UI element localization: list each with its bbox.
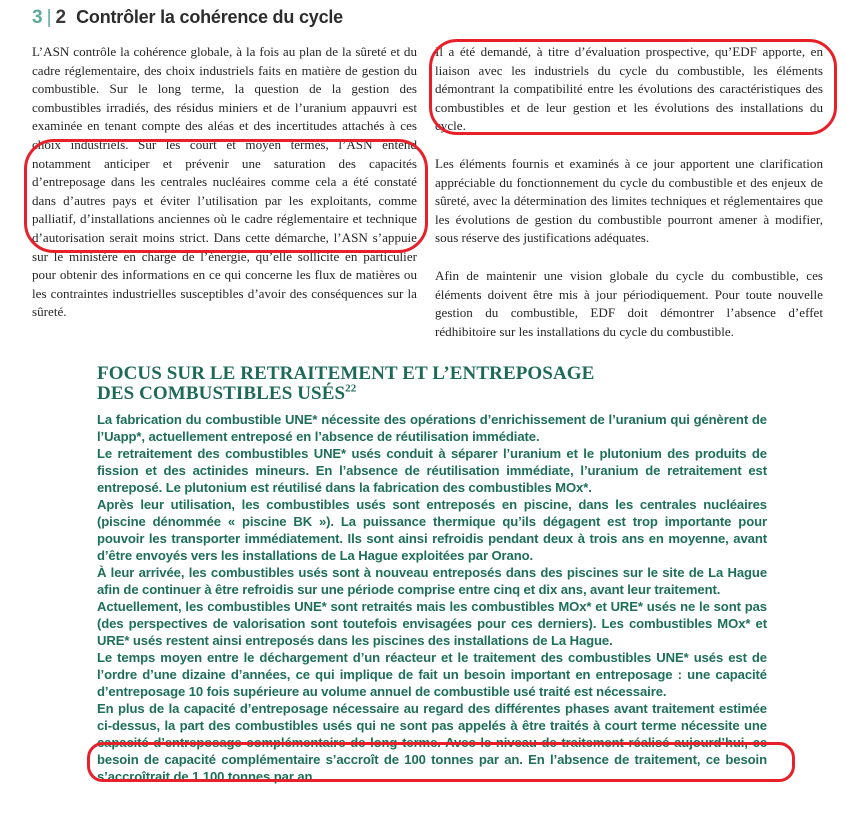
section-number: 2 (55, 7, 67, 28)
focus-title-line2: DES COMBUSTIBLES USÉS (97, 383, 346, 404)
focus-title (97, 364, 767, 404)
footnote-ref: 22 (345, 382, 357, 395)
focus-box (97, 364, 767, 785)
focus-paragraph: En plus de la capacité d’entreposage nécessaire au regard des différentes phases avant traitement estimée ci-dessus, la part des combustibles usés qui ne sont pas appelés à être traités à court terme nécessite une capacité d’entreposage complémentaire de long terme. Avec le niveau de traitement réalisé aujourd’hui, ce besoin de capacité complémentaire s’accroît de 100 tonnes par an. En l’absence de traitement, ce besoin s’accroîtrait de 1 100 tonnes par an. (97, 701, 767, 784)
right-paragraph: Il a été demandé, à titre d’évaluation prospective, qu’EDF apporte, en liaison avec les industriels du cycle du combustible, les éléments démontrant la compatibilité entre les évolutions des caractéristiques des combustibles et de leur gestion et les évolutions des installations du cycle. (435, 44, 823, 134)
left-column (32, 43, 417, 322)
focus-paragraph: À leur arrivée, les combustibles usés sont à nouveau entreposés dans des piscines sur le site de La Hague afin de continuer à être refroidis sur une période comprise entre cinq et dix ans, avant leur traitement. (97, 565, 767, 597)
focus-paragraph: Actuellement, les combustibles UNE* sont retraités mais les combustibles MOx* et URE* usés ne le sont pas (des perspectives de valorisation sont toutefois envisagées pour ces derniers). Les combustibles MOx* et URE* usés restent ainsi entreposés dans les piscines des installations de La Hague. (97, 599, 767, 648)
chapter-number: 3 (32, 7, 43, 28)
focus-body (97, 411, 767, 785)
focus-paragraph: Le temps moyen entre le déchargement d’un réacteur et le traitement des combustibles UNE* usés est de l’ordre d’une dizaine d’années, ce qui implique de fait un besoin important en entreposage : une capacité d’entreposage 10 fois supérieure au volume annuel de combustible usé traité est nécessaire. (97, 650, 767, 699)
right-paragraph: Les éléments fournis et examinés à ce jour apportent une clarification appréciable du fonctionnement du cycle du combustible et des enjeux de sûreté, avec la détermination des limites techniques et réglementaires que les évolutions de gestion du combustible pourront amener à modifier, sous réserve des justifications adéquates. (435, 155, 823, 246)
focus-title-line1: FOCUS SUR LE RETRAITEMENT ET L’ENTREPOSAGE (97, 363, 595, 384)
section-header (32, 7, 343, 35)
right-paragraph: Afin de maintenir une vision globale du cycle du combustible, ces éléments doivent être mis à jour périodiquement. Pour toute nouvelle gestion du combustible, EDF doit démontrer l’absence d’effet rédhibitoire sur les installations du cycle du combustible. (435, 267, 823, 339)
focus-paragraph: Le retraitement des combustibles UNE* usés conduit à séparer l’uranium et le plutonium des produits de fission et des actinides mineurs. En l’absence de réutilisation immédiate, l’uranium de retraitement est entreposé. Le plutonium est réutilisé dans la fabrication des combustibles MOx*. (97, 446, 767, 495)
header-separator: | (46, 7, 52, 28)
section-title: Contrôler la cohérence du cycle (76, 7, 343, 27)
left-paragraph: L’ASN contrôle la cohérence globale, à la fois au plan de la sûreté et du cadre réglementaire, des choix industriels faits en matière de gestion du combustible. Sur le long terme, la question de la gestion des combustibles irradiés, des résidus miniers et de l’uranium appauvri est examinée en tenant compte des aléas et des incertitudes attachés à ces choix industriels. Sur les court et moyen termes, l’ASN entend notamment anticiper et prévenir une saturation des capacités d’entreposage dans les centrales nucléaires comme cela a été constaté dans d’autres pays et éviter l’utilisation par les exploitants, comme palliatif, d’installations anciennes où le cadre réglementaire et technique d’autorisation serait moins strict. Dans cette démarche, l’ASN s’appuie sur le ministère en charge de l’énergie, qu’elle sollicite en particulier pour obtenir des informations en ce qui concerne les flux de matières ou les contraintes industrielles susceptibles d’avoir des conséquences sur la sûreté. (32, 44, 417, 320)
focus-paragraph: La fabrication du combustible UNE* nécessite des opérations d’enrichissement de l’uranium qui génèrent de l’Uapp*, actuellement entreposé en l’absence de réutilisation immédiate. (97, 412, 767, 444)
right-column (435, 43, 823, 341)
focus-paragraph: Après leur utilisation, les combustibles usés sont entreposés en piscine, dans les centrales nucléaires (piscine dénommée « piscine BK »). La puissance thermique qu’ils dégagent est trop importante pour pouvoir les transporter immédiatement. Ils sont ainsi refroidis pendant deux à trois ans en moyenne, avant d’être envoyés vers les installations de La Hague exploitées par Orano. (97, 497, 767, 563)
